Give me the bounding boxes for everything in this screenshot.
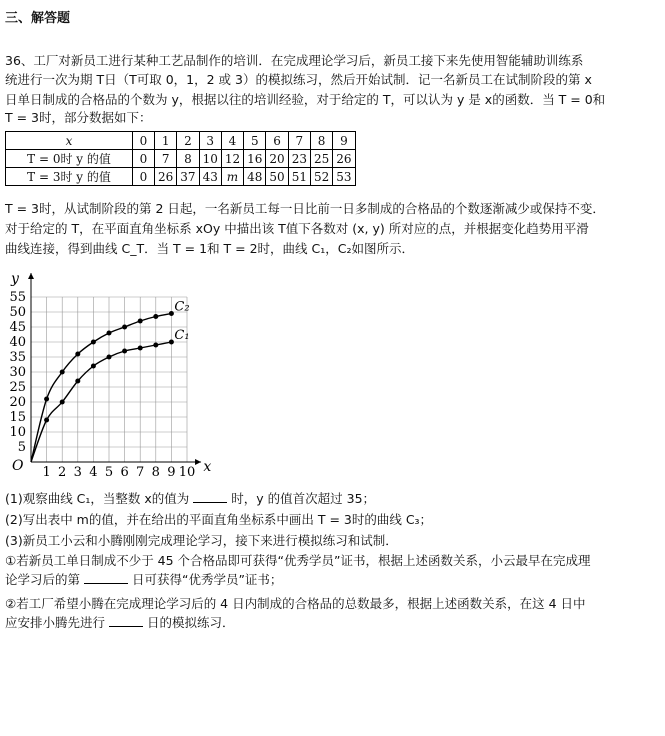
y-tick-label: 5 (17, 440, 26, 455)
x-tick-label: 3 (73, 465, 82, 480)
data-point (91, 340, 96, 345)
problem-text-line: 日单日制成的合格品的个数为 y，根据以往的培训经验，对于给定的 T，可以认为 y 是 x的函数．当 T = 0和 (5, 92, 606, 107)
table-header-cell: 4 (221, 132, 243, 150)
problem-text-line: 对于给定的 T，在平面直角坐标系 xOy 中描出该 T值下各数对 (x, y) 所对应的点，并根据变化趋势用平滑 (5, 221, 589, 236)
table-cell: 10 (199, 150, 221, 168)
origin-label: O (12, 458, 24, 474)
y-tick-label: 45 (9, 320, 26, 335)
problem-text-line: T = 3时，部分数据如下： (5, 110, 152, 125)
table-cell: 0 (133, 150, 155, 168)
y-tick-label: 20 (9, 395, 26, 410)
data-point (122, 349, 127, 354)
problem-text-line: 36、工厂对新员工进行某种工艺品制作的培训．在完成理论学习后，新员工接下来先使用智能辅助训练系 (5, 53, 584, 68)
table-cell: 53 (333, 168, 355, 186)
data-point (138, 319, 143, 324)
y-axis-arrow (28, 273, 34, 279)
x-tick-label: 7 (136, 465, 145, 480)
data-point (60, 370, 65, 375)
table-cell: 26 (155, 168, 177, 186)
table-header-cell: 2 (177, 132, 199, 150)
series-label: C₂ (174, 299, 190, 315)
data-point (91, 364, 96, 369)
table-cell: 26 (333, 150, 355, 168)
table-header-cell: 9 (333, 132, 355, 150)
question-3-1: ①若新员工单日制成不少于 45 个合格品即可获得“优秀学员”证书，根据上述函数关系，小云最早在完成理 (5, 553, 591, 568)
table-row (6, 150, 356, 168)
data-point (153, 343, 158, 348)
table-header-label: x (6, 132, 133, 150)
data-point (107, 331, 112, 336)
table-header-cell: 8 (310, 132, 332, 150)
table-cell: 8 (177, 150, 199, 168)
question-text: 论学习后的第 (5, 572, 81, 587)
data-point (169, 311, 174, 316)
question-1 (5, 490, 661, 507)
question-3-1-cont (5, 571, 661, 588)
table-cell: 50 (266, 168, 288, 186)
question-2: (2)写出表中 m的值，并在给出的平面直角坐标系中画出 T = 3时的曲线 C₃； (5, 512, 433, 527)
question-3: (3)新员工小云和小腾刚刚完成理论学习，接下来进行模拟练习和试制． (5, 533, 398, 548)
problem-text-line: 统进行一次为期 T日（T可取 0，1，2 或 3）的模拟练习，然后开始试制．记一名新员工在试制阶段的第 x (5, 72, 592, 87)
y-tick-label: 30 (9, 365, 26, 380)
table-cell: 20 (266, 150, 288, 168)
table-row-label: T = 3时 y 的值 (6, 168, 133, 186)
question-3-2: ②若工厂希望小腾在完成理论学习后的 4 日内制成的合格品的总数最多，根据上述函数关系，在这 4 日中 (5, 596, 586, 611)
data-point (122, 325, 127, 330)
x-tick-label: 10 (178, 465, 196, 480)
table-cell: 7 (155, 150, 177, 168)
data-point (44, 397, 49, 402)
series-label: C₁ (174, 328, 190, 343)
x-tick-label: 9 (167, 465, 176, 480)
x-tick-label: 2 (58, 465, 67, 480)
table-header-cell: 0 (133, 132, 155, 150)
table-cell: 48 (244, 168, 266, 186)
y-tick-label: 50 (9, 305, 26, 320)
table-cell: 43 (199, 168, 221, 186)
data-point (169, 340, 174, 345)
y-axis-label: y (11, 271, 19, 287)
problem-text-line: T = 3时，从试制阶段的第 2 日起，一名新员工每一日比前一日多制成的合格品的个数逐渐减少或保持不变． (5, 201, 605, 216)
table-header-row (6, 132, 356, 150)
table-cell: 23 (288, 150, 310, 168)
x-tick-label: 8 (151, 465, 160, 480)
problem-text-line: 曲线连接，得到曲线 C_T．当 T = 1和 T = 2时，曲线 C₁，C₂如图所示． (5, 241, 415, 256)
table-header-cell: 1 (155, 132, 177, 150)
y-tick-label: 55 (9, 290, 26, 305)
x-tick-label: 5 (104, 465, 114, 480)
question-text: 应安排小腾先进行 (5, 615, 106, 630)
table-header-cell: 5 (244, 132, 266, 150)
x-tick-label: 4 (89, 465, 98, 480)
data-point (75, 352, 80, 357)
y-tick-label: 10 (9, 425, 26, 440)
series-line-c2 (31, 314, 171, 463)
table-cell: 25 (310, 150, 332, 168)
table-cell: 52 (310, 168, 332, 186)
y-tick-label: 40 (9, 335, 26, 350)
y-tick-label: 35 (9, 350, 26, 365)
x-axis-arrow (195, 459, 201, 465)
data-point (153, 314, 158, 319)
table-row (6, 168, 356, 186)
table-header-cell: 3 (199, 132, 221, 150)
table-header-cell: 7 (288, 132, 310, 150)
coordinate-chart (0, 262, 240, 482)
table-cell: 51 (288, 168, 310, 186)
x-tick-label: 6 (120, 465, 129, 480)
answer-blank (84, 583, 128, 584)
question-text: 日可获得“优秀学员”证书； (131, 572, 283, 587)
data-table (5, 131, 356, 186)
data-point (75, 379, 80, 384)
data-point (44, 418, 49, 423)
table-cell: 12 (221, 150, 243, 168)
y-tick-label: 15 (9, 410, 26, 425)
question-3-2-cont (5, 614, 661, 631)
table-cell: 16 (244, 150, 266, 168)
x-axis-label: x (203, 459, 212, 475)
table-header-cell: 6 (266, 132, 288, 150)
question-text: (1)观察曲线 C₁，当整数 x的值为 (5, 491, 190, 506)
question-text: 时，y 的值首次超过 35； (231, 491, 376, 506)
data-point (107, 355, 112, 360)
answer-blank (193, 502, 227, 503)
section-title: 三、解答题 (5, 11, 71, 26)
data-point (60, 400, 65, 405)
table-cell: 37 (177, 168, 199, 186)
x-tick-label: 1 (42, 465, 51, 480)
data-point (138, 346, 143, 351)
table-cell: m (221, 168, 243, 186)
question-text: 日的模拟练习． (146, 615, 235, 630)
y-tick-label: 25 (9, 380, 26, 395)
table-row-label: T = 0时 y 的值 (6, 150, 133, 168)
table-cell: 0 (133, 168, 155, 186)
answer-blank (109, 626, 143, 627)
